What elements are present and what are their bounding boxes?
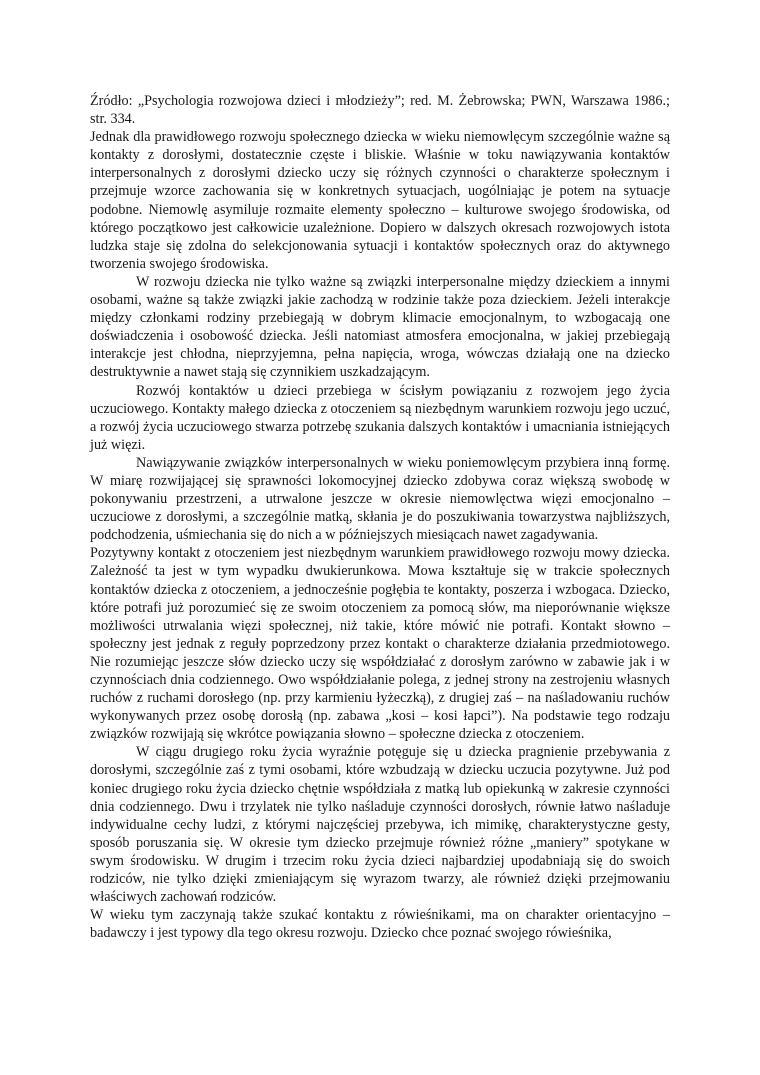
paragraph-1: Jednak dla prawidłowego rozwoju społecznego dziecka w wieku niemowlęcym szczególnie ważne są kontakty z dorosłymi, dostatecznie częste i bliskie. Właśnie w toku nawiązywania kontaktów interpersonalnych z dorosłymi dziecko uczy się różnych czynności o charakterze społecznym i przejmuje wzorce zachowania się w konkretnych sytuacjach, uogólniając je potem na sytuacje podobne. Niemowlę asymiluje rozmaite elementy społeczno – kulturowe swojego środowiska, od którego początkowo jest całkowicie uzależnione. Dopiero w dalszych okresach rozwojowych istota ludzka staje się zdolna do selekcjonowania sytuacji i kontaktów społecznych oraz do aktywnego tworzenia swojego środowiska. xyxy=(90,129,670,272)
paragraph-5: Pozytywny kontakt z otoczeniem jest niezbędnym warunkiem prawidłowego rozwoju mowy dziecka. Zależność ta jest w tym wypadku dwukierunkowa. Mowa kształtuje się w trakcie społecznych kontaktów dziecka z otoczeniem, a jednocześnie pogłębia te kontakty, poszerza i wzbogaca. Dziecko, które potrafi już porozumieć się ze swoim otoczeniem za pomocą słów, ma nieporównanie większe możliwości utrwalania więzi społecznej, niż takie, które mówić nie potrafi. Kontakt słowno – społeczny jest jednak z reguły poprzedzony przez kontakt o charakterze działania przedmiotowego. Nie rozumiejąc jeszcze słów dziecko uczy się współdziałać z dorosłym zarówno w zabawie jak i w czynnościach dnia codziennego. Owo współdziałanie polega, z jednej strony na zestrojeniu własnych ruchów z ruchami dorosłego (np. przy karmieniu łyżeczką), z drugiej zaś – na naśladowaniu ruchów wykonywanych przez osobę dorosłą (np. zabawa „kosi – kosi łapci”). Na podstawie tego rodzaju związków rozwijają się wkrótce powiązania słowno – społeczne dziecka z otoczeniem. xyxy=(90,545,670,743)
document-page xyxy=(90,92,670,942)
paragraph-3: Rozwój kontaktów u dzieci przebiega w ścisłym powiązaniu z rozwojem jego życia uczuciowego. Kontakty małego dziecka z otoczeniem są niezbędnym warunkiem rozwoju jego uczuć, a rozwój życia uczuciowego stwarza potrzebę szukania dalszych kontaktów i umacniania istniejących już więzi. xyxy=(90,382,670,453)
paragraph-7: W wieku tym zaczynają także szukać kontaktu z rówieśnikami, ma on charakter orientacyjno – badawczy i jest typowy dla tego okresu rozwoju. Dziecko chce poznać swojego rówieśnika, xyxy=(90,907,670,942)
paragraph-6: W ciągu drugiego roku życia wyraźnie potęguje się u dziecka pragnienie przebywania z dorosłymi, szczególnie zaś z tymi osobami, które wzbudzają w dziecku uczucia pozytywne. Już pod koniec drugiego roku życia dziecko chętnie współdziała z matką lub opiekunką w zakresie czynności dnia codziennego. Dwu i trzylatek nie tylko naśladuje czynności dorosłych, równie łatwo naśladuje indywidualne cechy ludzi, z którymi najczęściej przebywa, ich mimikę, charakterystyczne gesty, sposób poruszania się. W okresie tym dziecko przejmuje również różne „maniery” spotykane w swym środowisku. W drugim i trzecim roku życia dzieci najbardziej upodabniają się do swoich rodziców, nie tylko dzięki zmieniającym się wyrazom twarzy, ale również dzięki przejmowaniu właściwych zachowań rodziców. xyxy=(90,744,670,906)
paragraph-4: Nawiązywanie związków interpersonalnych w wieku poniemowlęcym przybiera inną formę. W miarę rozwijającej się sprawności lokomocyjnej dziecko zdobywa coraz większą swobodę w pokonywaniu przestrzeni, a utrwalone jeszcze w okresie niemowlęctwa więzi emocjonalno – uczuciowe z dorosłymi, a szczególnie matką, skłania je do poszukiwania towarzystwa najbliższych, podchodzenia, uśmiechania się do nich a w późniejszych miesiącach nawet zagadywania. xyxy=(90,454,670,544)
paragraph-2: W rozwoju dziecka nie tylko ważne są związki interpersonalne między dzieckiem a innymi osobami, ważne są także związki jakie zachodzą w rodzinie także poza dzieckiem. Jeżeli interakcje między członkami rodziny przebiegają w dobrym klimacie emocjonalnym, to wzbogacają one doświadczenia i osobowość dziecka. Jeśli natomiast atmosfera emocjonalna, w jakiej przebiegają interakcje jest chłodna, nieprzyjemna, pełna napięcia, wroga, wówczas działają one na dziecko destruktywnie a nawet stają się czynnikiem uszkadzającym. xyxy=(90,273,670,381)
source-citation: Źródło: „Psychologia rozwojowa dzieci i młodzieży”; red. M. Żebrowska; PWN, Warszawa 1986.; str. 334. xyxy=(90,93,670,128)
